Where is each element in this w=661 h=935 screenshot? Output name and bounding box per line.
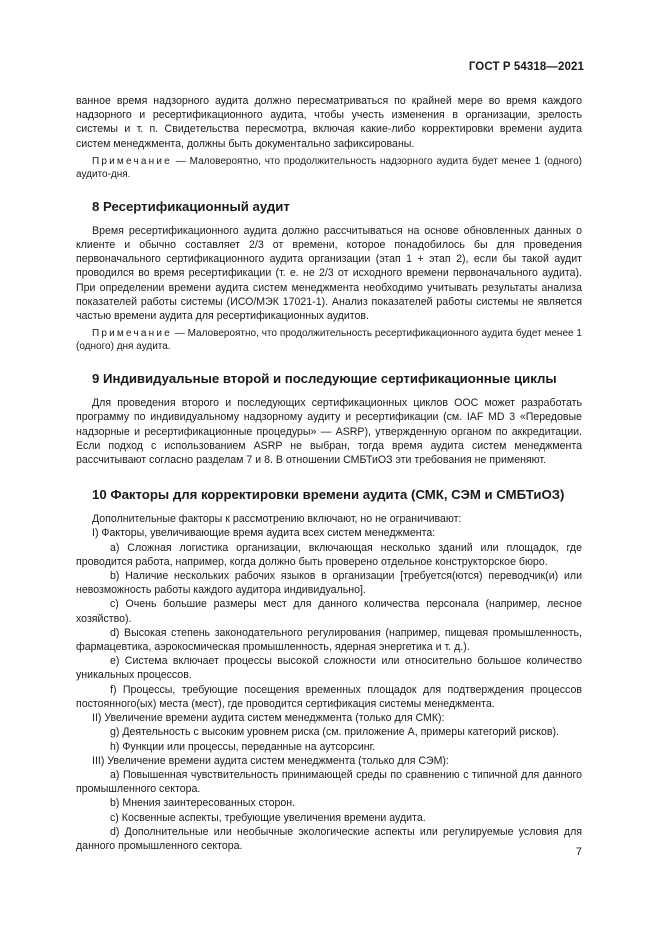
factor-item: h) Функции или процессы, переданные на аутсорсинг. xyxy=(110,740,376,753)
factor-item: b) Наличие нескольких рабочих языков в организации [требуется(ются) переводчик(и) или невозможность работы каждого аудитора индивидуально]. xyxy=(76,570,582,597)
note-text: — Маловероятно, что продолжительность надзорного аудита будет менее 1 (одного) аудито-дня. xyxy=(76,155,582,180)
factor-item: b) Мнения заинтересованных сторон. xyxy=(110,797,296,810)
section-9-title: 9 Индивидуальные второй и последующие сертификационные циклы xyxy=(92,371,557,387)
note-label: Примечание xyxy=(92,328,172,340)
factor-item: e) Система включает процессы высокой сложности или относительно большое количество уникальных процессов. xyxy=(76,655,582,682)
note-label: Примечание xyxy=(92,155,172,167)
factor-item: d) Дополнительные или необычные экологические аспекты или регулируемые условия для данного промышленного сектора. xyxy=(76,825,582,852)
section-10-lead: Дополнительные факторы к рассмотрению включают, но не ограничивают: xyxy=(92,513,462,526)
factor-group-2-title: II) Увеличение времени аудита систем менеджмента (только для СМК): xyxy=(92,712,445,725)
intro-note xyxy=(76,155,582,181)
factor-item: a) Сложная логистика организации, включающая несколько зданий или площадок, где проводится работа, например, когда должно быть проверено отдельное конструкторское бюро. xyxy=(76,541,582,568)
section-8-title: 8 Ресертификационный аудит xyxy=(92,198,290,214)
factor-item: d) Высокая степень законодательного регулирования (например, пищевая промышленность, фармацевтика, аэрокосмическая промышленность, ядерная энергетика и т. д.). xyxy=(76,626,582,654)
section-8-paragraph: Время ресертификационного аудита должно рассчитываться на основе обновленных данных о клиенте и обычно составляет 2/3 от времени, которое понадобилось бы для проведения первоначального сертификационного аудита организации (этап 1 + этап 2), если бы такой аудит проводился во время ресертификации (т. е. не 2/3 от исходного времени первоначального аудита). При определении времени аудита систем менеджмента необходимо учитывать результаты анализа показателей работы системы (ИСО/МЭК 17021-1). Анализ показателей работы системы не является частью времени аудита для ресертификационных аудитов. xyxy=(76,224,582,323)
page-content xyxy=(76,94,582,853)
intro-paragraph: ванное время надзорного аудита должно пересматриваться по крайней мере во время каждого надзорного и ресертификационного аудита, чтобы учесть изменения в организации, зрелость системы и т. п. Свидетельства пересмотра, включая какие-либо корректировки времени аудита систем менеджмента, должны быть документально зафиксированы. xyxy=(76,95,582,150)
factor-item: f) Процессы, требующие посещения временных площадок для подтверждения процессов постоянного(ых) места (мест), где проводится сертификация системы менеджмента. xyxy=(76,683,582,710)
section-10-title: 10 Факторы для корректировки времени аудита (СМК, СЭМ и СМБТиОЗ) xyxy=(92,487,565,503)
factor-item: g) Деятельность с высоким уровнем риска (см. приложение А, примеры категорий рисков). xyxy=(110,726,559,739)
standard-header: ГОСТ Р 54318—2021 xyxy=(468,61,584,73)
section-9-paragraph: Для проведения второго и последующих сертификационных циклов ООС может разработать программу по индивидуальному надзорному аудиту и ресертификации (см. IAF MD 3 «Передовые надзорные и ресертификационные процедуры» — ASRP), утвержденную органом по аккредитации. Если подход с использованием ASRP не выбран, тогда время аудита систем менеджмента рассчитывают согласно разделам 7 и 8. В отношении СМБТиОЗ эти требования не применяют. xyxy=(76,397,582,467)
note-text: — Маловероятно, что продолжительность ресертификационного аудита будет менее 1 (одного) дня аудита. xyxy=(76,328,582,353)
factor-group-3-title: III) Увеличение времени аудита систем менеджмента (только для СЭМ): xyxy=(92,754,449,767)
factor-item: c) Косвенные аспекты, требующие увеличения времени аудита. xyxy=(110,811,426,824)
factor-group-1-title: I) Факторы, увеличивающие время аудита всех систем менеджмента: xyxy=(92,527,436,540)
section-8-note xyxy=(76,327,582,353)
factor-item: c) Очень большие размеры мест для данного количества персонала (например, лесное хозяйство). xyxy=(76,598,582,625)
factor-item: a) Повышенная чувствительность принимающей среды по сравнению с типичной для данного промышленного сектора. xyxy=(76,768,582,796)
page-number: 7 xyxy=(575,846,582,858)
